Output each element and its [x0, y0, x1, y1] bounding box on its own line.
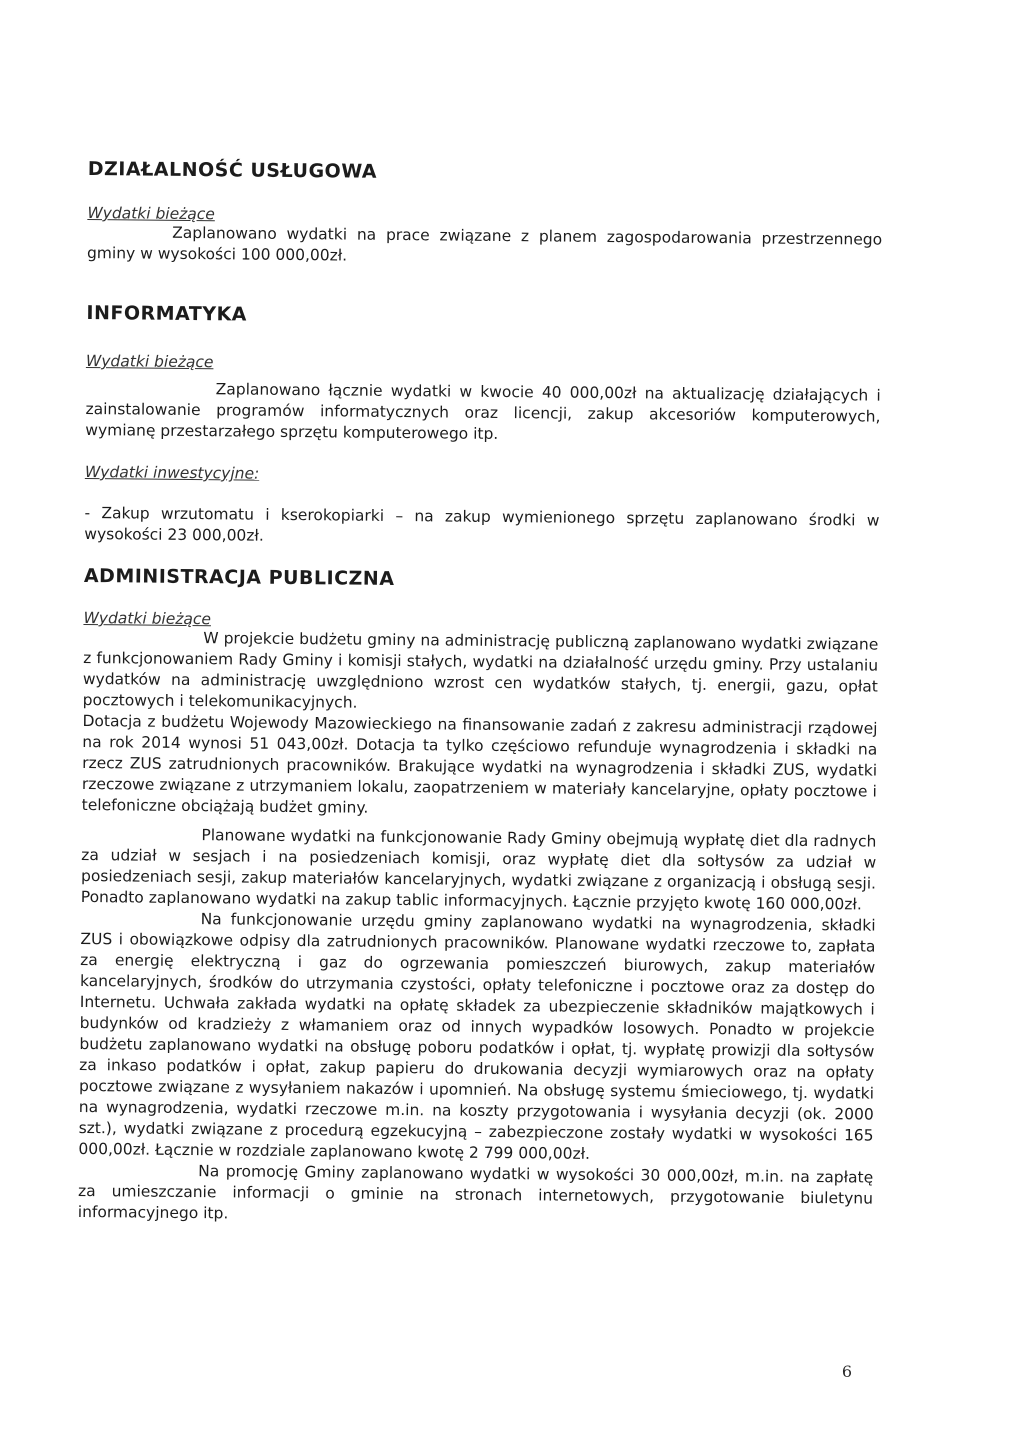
paragraph: Planowane wydatki na funkcjonowanie Rady Gminy obejmują wypłatę diet dla radnych za udział w sesjach i na posiedzeniach komisji, oraz wypłatę diet dla sołtysów za udział w posiedzeniach sesji, zakup materiałów kancelaryjnych, wydatki związane z organizacją i obsługą sesji. Ponadto zaplanowano wydatki na zakup tablic informacyjnych. Łącznie przyjęto kwotę 160 000,00zł. — [80, 826, 877, 914]
paragraph: - Zakup wrzutomatu i kserokopiarki – na zakup wymienionego sprzętu zaplanowano środki w wysokości 23 000,00zł. — [84, 503, 880, 545]
subheading-wydatki-inwestycyjne: Wydatki inwestycyjne: — [84, 462, 260, 483]
page-number: 6 — [841, 1362, 852, 1381]
subheading-wydatki-biezace: Wydatki bieżące — [87, 203, 215, 224]
paragraph: Zaplanowano łącznie wydatki w kwocie 40 000,00zł na aktualizację działających i zainstalowanie programów informatycznych oraz licencji, zakup akcesoriów komputerowych, wymianę przestarzałego sprzętu komputerowego itp. — [85, 380, 881, 443]
paragraph: W projekcie budżetu gminy na administrację publiczną zaplanowano wydatki związane z funkcjonowaniem Rady Gminy i komisji stałych, wydatki na działalność urzędu gminy. Przy ustalaniu wydatków na administrację uwzględniono wzrost cen wydatków stałych, tj. energii, gazu, opłat pocztowych i telekomunikacyjnych. — [82, 629, 879, 712]
subheading-wydatki-biezace: Wydatki bieżące — [85, 351, 214, 372]
subheading-wydatki-biezace: Wydatki bieżące — [83, 608, 212, 629]
section-title-dzialalnosc-uslugowa: DZIAŁALNOŚĆ USŁUGOWA — [87, 157, 378, 183]
paragraph: Na funkcjonowanie urzędu gminy zaplanowano wydatki na wynagrodzenia, składki ZUS i obowiązkowe odpisy dla zatrudnionych pracowników. Planowane wydatki rzeczowe to, zapłata za energię elektryczną i gaz do ogrzewania pomieszczeń biurowych, zakup materiałów kancelaryjnych, środków do utrzymania czystości, opłaty telefoniczne i pocztowe oraz za dostęp do Internetu. Uchwała zakłada wydatki na opłatę składek za ubezpieczenie składników majątkowych i budynków od kradzieży z włamaniem oraz od innych wypadków losowych. Ponadto w projekcie budżetu zaplanowano wydatki na obsługę poboru podatków i opłat, tj. wypłatę prowizji dla sołtysów za inkaso podatków i opłat, zakup papieru do drukowania decyzji wymiarowych oraz na opłaty pocztowe związane z wysyłaniem nakazów i upomnień. Na obsługę systemu śmieciowego, tj. wydatki na wynagrodzenia, wydatki rzeczowe m.in. na koszty przygotowania i wysyłania decyzji (ok. 2000 szt.), wydatki związane z procedurą egzekucyjną – zabezpieczone zostały wydatki w wysokości 165 000,00zł. Łącznie w rozdziale zaplanowano kwotę 2 799 000,00zł. — [78, 910, 876, 1163]
paragraph: Na promocję Gminy zaplanowano wydatki w wysokości 30 000,00zł, m.in. na zapłatę za umieszczanie informacji o gminie na stronach internetowych, przygotowanie biuletynu informacyjnego itp. — [77, 1162, 874, 1223]
paragraph: Zaplanowano wydatki na prace związane z planem zagospodarowania przestrzennego gminy w wysokości 100 000,00zł. — [86, 223, 883, 265]
paragraph: Dotacja z budżetu Wojewody Mazowieckiego na finansowanie zadań z zakresu administracji rządowej na rok 2014 wynosi 51 043,00zł. Dotacja ta tylko częściowo refunduje wynagrodzenia i składki na rzecz ZUS zatrudnionych pracowników. Brakujące wydatki na wynagrodzenia i składki ZUS, wydatki rzeczowe związane z utrzymaniem lokalu, zaopatrzeniem w materiały kancelaryjne, opłaty pocztowe i telefoniczne obciążają budżet gminy. — [81, 711, 878, 817]
section-title-informatyka: INFORMATYKA — [86, 301, 248, 326]
page-content — [78, 150, 883, 1231]
section-title-administracja-publiczna: ADMINISTRACJA PUBLICZNA — [83, 564, 395, 590]
